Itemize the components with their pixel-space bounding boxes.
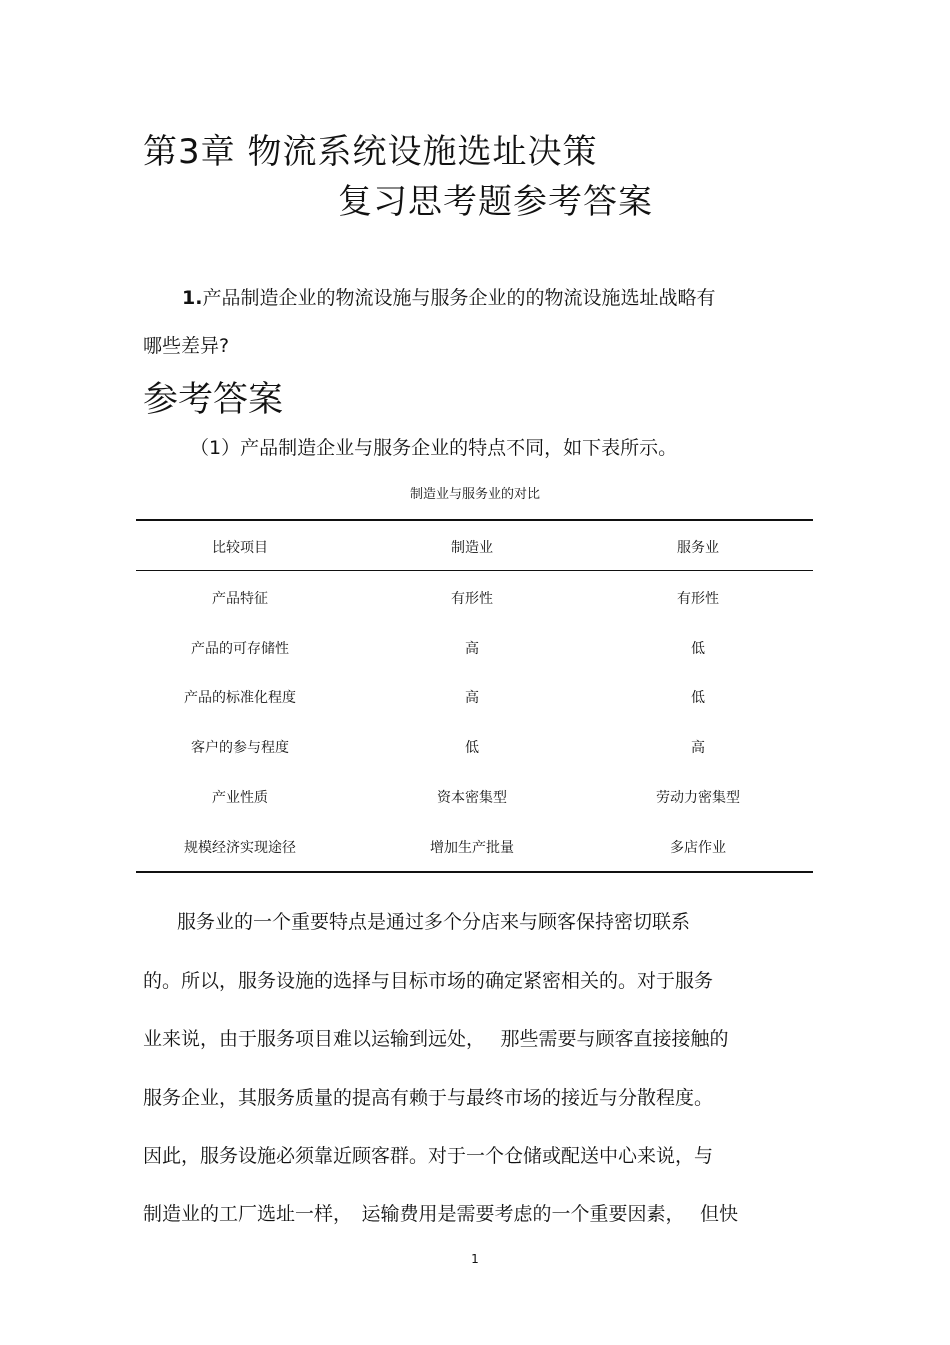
table-cell: 产品的可存储性	[191, 641, 289, 657]
table-header-cell: 服务业	[677, 540, 719, 556]
body-line: 服务业的一个重要特点是通过多个分店来与顾客保持密切联系	[158, 911, 691, 933]
table-top-rule	[136, 519, 813, 521]
body-line: 业来说，由于服务项目难以运输到远处， 那些需要与顾客直接接触的	[143, 1028, 729, 1050]
table-header-cell: 比较项目	[212, 540, 268, 556]
table-caption: 制造业与服务业的对比	[409, 487, 540, 502]
page-number: 1	[471, 1252, 479, 1266]
table-header-rule	[136, 570, 813, 571]
table-cell: 高	[465, 690, 479, 706]
table-header-cell: 制造业	[451, 540, 493, 556]
body-line: 因此，服务设施必须靠近顾客群。对于一个仓储或配送中心来说，与	[143, 1145, 714, 1167]
body-line: 服务企业，其服务质量的提高有赖于与最终市场的接近与分散程度。	[143, 1087, 714, 1109]
body-line: 的。所以，服务设施的选择与目标市场的确定紧密相关的。对于服务	[143, 970, 714, 992]
table-cell: 产品特征	[212, 591, 268, 607]
body-line: 制造业的工厂选址一样， 运输费用是需要考虑的一个重要因素， 但快	[143, 1203, 739, 1225]
table-cell: 高	[465, 641, 479, 657]
answer-heading: 参考答案	[143, 380, 284, 420]
table-cell: 有形性	[451, 591, 493, 607]
table-cell: 产业性质	[212, 790, 268, 806]
question-text: 产品制造企业的物流设施与服务企业的的物流设施选址战略有	[202, 287, 716, 309]
table-cell: 产品的标准化程度	[184, 690, 296, 706]
table-cell: 客户的参与程度	[191, 740, 289, 756]
question-number: 1.	[182, 287, 203, 309]
table-cell: 有形性	[677, 591, 719, 607]
table-cell: 增加生产批量	[430, 840, 514, 856]
chapter-subtitle: 复习思考题参考答案	[338, 182, 653, 222]
table-cell: 低	[691, 641, 705, 657]
answer-intro: （1）产品制造企业与服务企业的特点不同，如下表所示。	[190, 437, 678, 459]
table-cell: 高	[691, 740, 705, 756]
table-cell: 低	[691, 690, 705, 706]
table-cell: 低	[465, 740, 479, 756]
table-cell: 规模经济实现途径	[184, 840, 296, 856]
table-cell: 多店作业	[670, 840, 726, 856]
question-line-2: 哪些差异?	[143, 335, 230, 357]
table-bottom-rule	[136, 871, 813, 873]
table-cell: 资本密集型	[437, 790, 507, 806]
chapter-title: 第3章 物流系统设施选址决策	[143, 132, 598, 172]
question-line-1	[182, 283, 715, 310]
table-cell: 劳动力密集型	[656, 790, 740, 806]
